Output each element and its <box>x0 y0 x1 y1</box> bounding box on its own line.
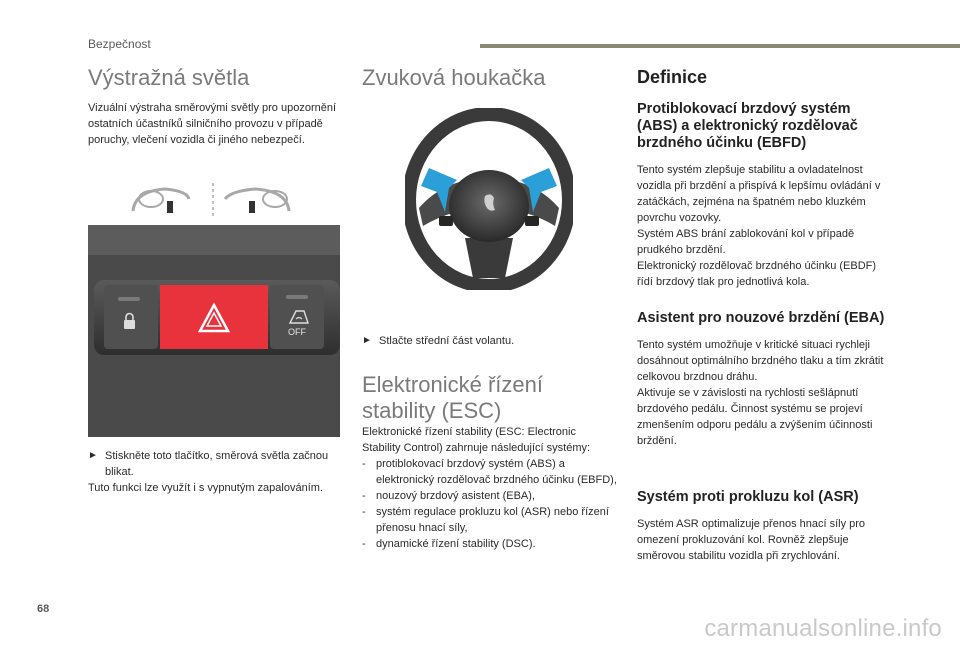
eba-title: Asistent pro nouzové brzdění (EBA) <box>637 310 885 326</box>
watermark: carmanualsonline.info <box>704 615 942 642</box>
esc-title-line1: Elektronické řízení <box>362 372 543 397</box>
esp-off-button[interactable] <box>270 285 324 349</box>
arrow-bullet-icon: ► <box>88 450 98 461</box>
page-number: 68 <box>37 603 50 615</box>
abs-text-2: Systém ABS brání zablokování kol v případě prudkého brzdění. <box>637 228 855 256</box>
abs-text-1: Tento systém zlepšuje stabilitu a ovladatelnost vozidla při brzdění a přispívá k lepšímu ovládání v zatáčkách, zejména na špatném nebo kluzkém povrchu vozovky. <box>637 164 881 224</box>
eba-text-2: Aktivuje se v závislosti na rychlosti sešlápnutí brzdového pedálu. Činnost systému se projeví zmenšením odporu pedálu a zvýšením účinnosti brždění. <box>637 387 873 447</box>
asr-section <box>637 489 889 564</box>
hazard-triangle-icon <box>160 285 268 349</box>
arrow-bullet-icon: ► <box>362 335 372 346</box>
esc-section <box>362 372 617 424</box>
abs-section <box>637 101 889 290</box>
hazard-instructions <box>88 448 340 496</box>
eba-section <box>637 310 889 449</box>
horn-title: Zvuková houkačka <box>362 65 546 90</box>
header-rule <box>480 44 960 48</box>
left-cabin-icon <box>133 189 189 213</box>
esc-item: - systém regulace prokluzu kol (ASR) nebo řízení přenosu hnací síly, <box>362 506 609 534</box>
hazard-note: Tuto funkci lze využít i s vypnutým zapalováním. <box>88 482 323 494</box>
esc-item: - dynamické řízení stability (DSC). <box>362 538 536 550</box>
right-cabin-icon <box>225 189 289 213</box>
hazard-step: ► Stiskněte toto tlačítko, směrová světla začnou blikat. <box>88 450 329 478</box>
esc-body <box>362 424 617 552</box>
cabin-illustration <box>125 183 305 219</box>
eba-text-1: Tento systém umožňuje v kritické situaci rychleji dosáhnout optimálního brzdného tlaku a tím zkrátit celkovou brzdnou dráhu. <box>637 339 884 383</box>
hazard-intro: Vizuální výstraha směrovými světly pro upozornění ostatních účastníků silničního provozu v případě poruchy, vlečení vozidla či jiného nebezpečí. <box>88 102 337 146</box>
hazard-button-panel-photo <box>88 225 340 437</box>
esc-intro: Elektronické řízení stability (ESC: Electronic Stability Control) zahrnuje následující systémy: <box>362 426 591 454</box>
asr-title: Systém proti prokluzu kol (ASR) <box>637 489 859 505</box>
esp-off-label: OFF <box>288 327 306 337</box>
hazard-title: Výstražná světla <box>88 65 250 90</box>
abs-text-3: Elektronický rozdělovač brzdného účinku (EBDF) řídí brzdový tlak pro jednotlivá kola. <box>637 260 877 288</box>
esc-title-line2: stability (ESC) <box>362 398 502 423</box>
steering-wheel-illustration <box>405 108 573 290</box>
definitions-column <box>637 67 892 88</box>
esc-item: - protiblokovací brzdový systém (ABS) a elektronický rozdělovač brzdného účinku (EBFD), <box>362 458 617 486</box>
definitions-title: Definice <box>637 67 708 87</box>
asr-text: Systém ASR optimalizuje přenos hnací síly pro omezení prokluzování kol. Rovněž zlepšuje směrovou stabilitu vozidla při zrychlování. <box>637 518 866 562</box>
esp-off-icon <box>270 285 324 349</box>
esc-item: - nouzový brzdový asistent (EBA), <box>362 490 535 502</box>
horn-step: ► Stlačte střední část volantu. <box>362 335 515 347</box>
hazard-button[interactable] <box>160 285 268 349</box>
section-header: Bezpečnost <box>88 37 151 51</box>
abs-title: Protiblokovací brzdový systém (ABS) a elektronický rozdělovač brzdného účinku (EBFD) <box>637 101 858 151</box>
